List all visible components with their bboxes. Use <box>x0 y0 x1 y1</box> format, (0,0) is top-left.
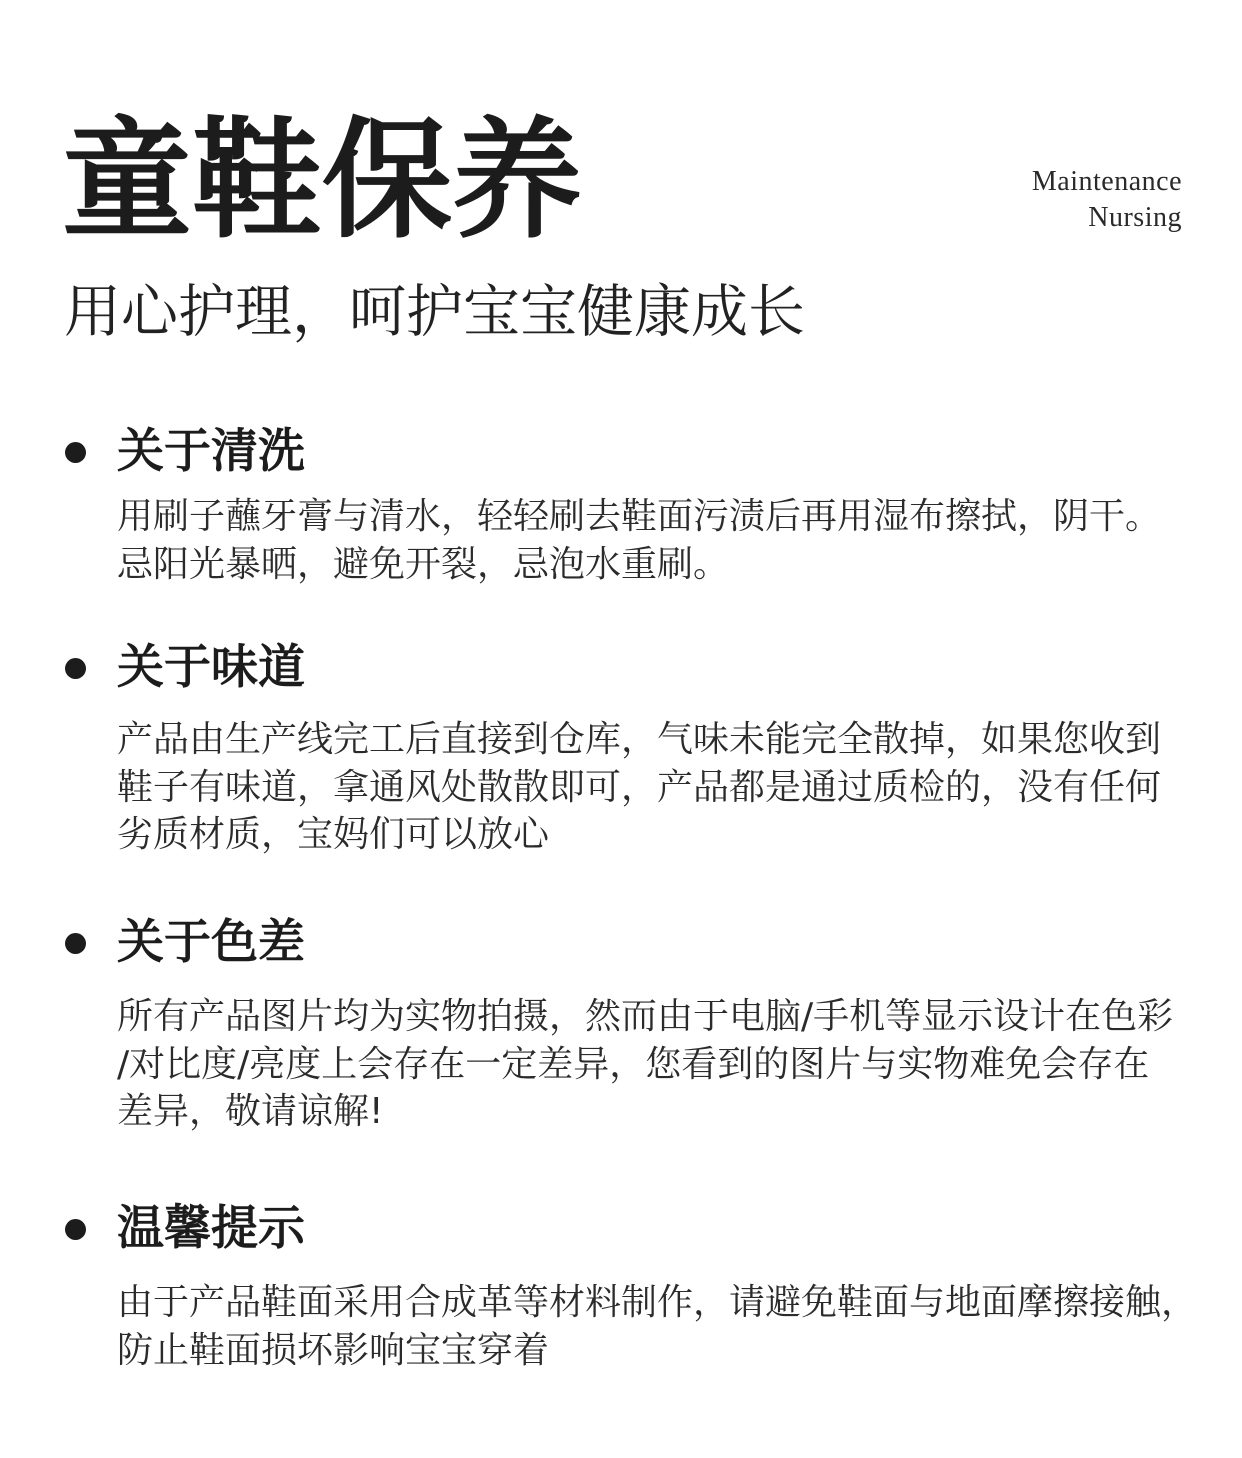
bullet-dot-icon <box>65 442 86 463</box>
bullet-dot-icon <box>65 933 86 954</box>
section-body <box>117 493 1161 588</box>
body-line: 劣质材质，宝妈们可以放心 <box>117 814 550 855</box>
section-heading: 关于味道 <box>117 640 305 695</box>
page-title: 童鞋保养 <box>62 104 583 256</box>
section-body <box>117 993 1173 1136</box>
section-body <box>117 716 1161 859</box>
english-line-nursing: Nursing <box>1088 202 1182 233</box>
section-body <box>117 1279 1197 1374</box>
bullet-dot-icon <box>65 658 86 679</box>
body-line: 防止鞋面损坏影响宝宝穿着 <box>117 1329 550 1371</box>
body-line: 所有产品图片均为实物拍摄，然而由于电脑/手机等显示设计在色彩 <box>117 996 1174 1037</box>
body-line: 忌阳光暴晒，避免开裂，忌泡水重刷。 <box>117 543 730 585</box>
body-line: 差异，敬请谅解! <box>117 1091 384 1132</box>
page-subtitle: 用心护理，呵护宝宝健康成长 <box>64 279 805 345</box>
body-line: 鞋子有味道，拿通风处散散即可，产品都是通过质检的，没有任何 <box>117 766 1162 808</box>
body-line: 产品由生产线完工后直接到仓库，气味未能完全散掉，如果您收到 <box>117 719 1162 760</box>
english-line-maintenance: Maintenance <box>1031 166 1182 197</box>
section-heading: 温馨提示 <box>117 1201 305 1256</box>
bullet-dot-icon <box>65 1219 86 1240</box>
body-line: /对比度/亮度上会存在一定差异，您看到的图片与实物难免会存在 <box>117 1043 1150 1085</box>
body-line: 由于产品鞋面采用合成革等材料制作，请避免鞋面与地面摩擦接触， <box>117 1282 1198 1323</box>
section-heading: 关于清洗 <box>117 424 305 479</box>
body-line: 用刷子蘸牙膏与清水，轻轻刷去鞋面污渍后再用湿布擦拭，阴干。 <box>117 496 1162 537</box>
english-subtitle <box>1032 164 1182 236</box>
section-heading: 关于色差 <box>117 915 305 970</box>
